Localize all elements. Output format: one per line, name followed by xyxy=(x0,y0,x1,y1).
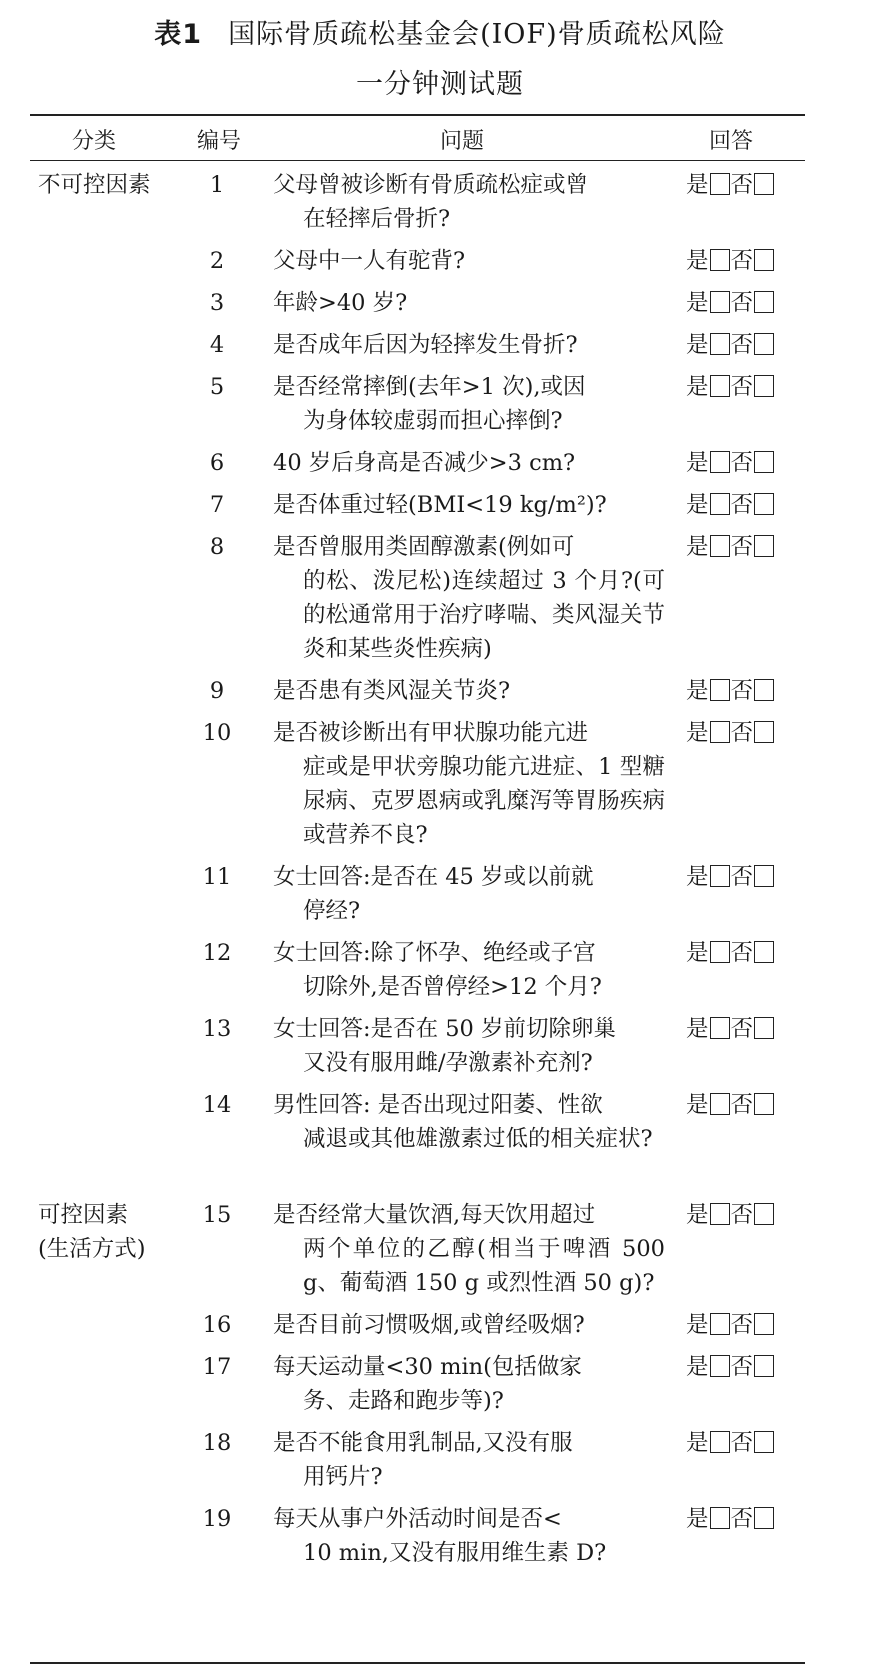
yes-checkbox[interactable] xyxy=(710,291,730,313)
answer-options xyxy=(686,1426,775,1460)
table-header xyxy=(0,120,880,160)
answer-options xyxy=(686,244,775,278)
no-checkbox[interactable] xyxy=(754,941,774,963)
row-number: 16 xyxy=(202,1312,232,1338)
yes-checkbox[interactable] xyxy=(710,679,730,701)
row-question xyxy=(273,860,665,928)
yes-checkbox[interactable] xyxy=(710,1203,730,1225)
row-number: 18 xyxy=(202,1430,232,1456)
table-row xyxy=(0,1342,880,1418)
no-label: 否 xyxy=(730,1312,754,1338)
no-label: 否 xyxy=(730,864,754,890)
no-label: 否 xyxy=(730,450,754,476)
row-number: 3 xyxy=(209,290,225,316)
yes-label: 是 xyxy=(686,1506,709,1532)
question-text: 女士回答:除了怀孕、绝经或子宫 xyxy=(273,940,596,966)
yes-checkbox[interactable] xyxy=(710,451,730,473)
table-row xyxy=(0,666,880,708)
no-checkbox[interactable] xyxy=(754,1203,774,1225)
yes-label: 是 xyxy=(686,1202,709,1228)
answer-options xyxy=(686,1012,775,1046)
yes-label: 是 xyxy=(686,1312,709,1338)
question-continuation: 为身体较虚弱而担心摔倒? xyxy=(303,408,563,434)
question-text: 是否经常摔倒(去年>1 次),或因 xyxy=(273,374,586,400)
question-text: 是否成年后因为轻摔发生骨折? xyxy=(273,332,578,358)
table-row xyxy=(0,708,880,852)
answer-options xyxy=(686,1198,775,1232)
no-label: 否 xyxy=(730,720,754,746)
question-text: 40 岁后身高是否减少>3 cm? xyxy=(273,450,576,476)
answer-options xyxy=(686,446,775,480)
row-category: 可控因素 (生活方式) xyxy=(38,1202,146,1262)
yes-checkbox[interactable] xyxy=(710,941,730,963)
row-question xyxy=(273,286,665,320)
no-checkbox[interactable] xyxy=(754,535,774,557)
question-text: 父母中一人有驼背? xyxy=(273,248,466,274)
question-text: 每天从事户外活动时间是否< xyxy=(273,1506,562,1532)
table-row xyxy=(0,438,880,480)
row-question xyxy=(273,1308,665,1342)
question-continuation: 停经? xyxy=(303,898,361,924)
row-number: 9 xyxy=(209,678,225,704)
yes-label: 是 xyxy=(686,1430,709,1456)
header-answer: 回答 xyxy=(709,129,754,154)
question-continuation: 用钙片? xyxy=(303,1464,383,1490)
table-row xyxy=(0,236,880,278)
question-continuation: 两个单位的乙醇(相当于啤酒 500 g、葡萄酒 150 g 或烈性酒 50 g)? xyxy=(303,1236,665,1296)
question-text: 女士回答:是否在 50 岁前切除卵巢 xyxy=(273,1016,617,1042)
bottom-rule xyxy=(30,1662,805,1664)
question-continuation: 又没有服用雌/孕激素补充剂? xyxy=(303,1050,593,1076)
row-number: 13 xyxy=(202,1016,232,1042)
question-continuation: 务、走路和跑步等)? xyxy=(303,1388,504,1414)
row-number: 6 xyxy=(209,450,225,476)
no-label: 否 xyxy=(730,1016,754,1042)
answer-options xyxy=(686,674,775,708)
yes-checkbox[interactable] xyxy=(710,173,730,195)
table-row xyxy=(0,928,880,1004)
yes-checkbox[interactable] xyxy=(710,865,730,887)
no-checkbox[interactable] xyxy=(754,1431,774,1453)
no-label: 否 xyxy=(730,1430,754,1456)
yes-checkbox[interactable] xyxy=(710,1093,730,1115)
table-row xyxy=(0,852,880,928)
table-row xyxy=(0,1300,880,1342)
no-checkbox[interactable] xyxy=(754,865,774,887)
yes-checkbox[interactable] xyxy=(710,1313,730,1335)
row-question xyxy=(273,1502,665,1570)
table-row xyxy=(0,1494,880,1568)
yes-label: 是 xyxy=(686,374,709,400)
yes-checkbox[interactable] xyxy=(710,1431,730,1453)
question-text: 是否不能食用乳制品,又没有服 xyxy=(273,1430,573,1456)
answer-options xyxy=(686,1350,775,1384)
yes-checkbox[interactable] xyxy=(710,1507,730,1529)
table-label: 表1 xyxy=(154,19,203,50)
no-label: 否 xyxy=(730,290,754,316)
table-title-line1: 国际骨质疏松基金会(IOF)骨质疏松风险 xyxy=(228,19,726,50)
no-label: 否 xyxy=(730,1202,754,1228)
table-row xyxy=(0,278,880,320)
yes-label: 是 xyxy=(686,678,709,704)
no-label: 否 xyxy=(730,1506,754,1532)
answer-options xyxy=(686,716,775,750)
table-row xyxy=(0,362,880,438)
row-question xyxy=(273,674,665,708)
no-label: 否 xyxy=(730,172,754,198)
yes-label: 是 xyxy=(686,864,709,890)
yes-checkbox[interactable] xyxy=(710,1017,730,1039)
answer-options xyxy=(686,530,775,564)
row-number: 4 xyxy=(209,332,225,358)
row-question xyxy=(273,1426,665,1494)
no-checkbox[interactable] xyxy=(754,173,774,195)
question-continuation: 减退或其他雄激素过低的相关症状? xyxy=(303,1126,653,1152)
header-question: 问题 xyxy=(440,129,485,154)
row-question xyxy=(273,168,665,236)
row-question xyxy=(273,328,665,362)
answer-options xyxy=(686,1308,775,1342)
yes-checkbox[interactable] xyxy=(710,249,730,271)
row-question xyxy=(273,1088,665,1156)
no-checkbox[interactable] xyxy=(754,721,774,743)
table-title-line2: 一分钟测试题 xyxy=(356,69,524,100)
answer-options xyxy=(686,860,775,894)
no-label: 否 xyxy=(730,534,754,560)
question-continuation: 10 min,又没有服用维生素 D? xyxy=(303,1540,607,1566)
header-number: 编号 xyxy=(197,129,242,154)
no-label: 否 xyxy=(730,374,754,400)
no-label: 否 xyxy=(730,1354,754,1380)
yes-checkbox[interactable] xyxy=(710,375,730,397)
no-checkbox[interactable] xyxy=(754,291,774,313)
yes-label: 是 xyxy=(686,248,709,274)
yes-label: 是 xyxy=(686,172,709,198)
table-body xyxy=(0,160,880,1568)
yes-checkbox[interactable] xyxy=(710,721,730,743)
question-continuation: 切除外,是否曾停经>12 个月? xyxy=(303,974,602,1000)
yes-label: 是 xyxy=(686,332,709,358)
question-text: 男性回答: 是否出现过阳萎、性欲 xyxy=(273,1092,603,1118)
no-label: 否 xyxy=(730,940,754,966)
answer-options xyxy=(686,370,775,404)
question-continuation: 症或是甲状旁腺功能亢进症、1 型糖尿病、克罗恩病或乳糜泻等胃肠疾病或营养不良? xyxy=(303,754,665,848)
yes-checkbox[interactable] xyxy=(710,493,730,515)
row-number: 15 xyxy=(202,1202,232,1228)
answer-options xyxy=(686,168,775,202)
row-category: 不可控因素 xyxy=(38,172,151,198)
answer-options xyxy=(686,488,775,522)
row-number: 2 xyxy=(209,248,225,274)
no-checkbox[interactable] xyxy=(754,1355,774,1377)
question-text: 是否被诊断出有甲状腺功能亢进 xyxy=(273,720,589,746)
table-row xyxy=(0,1190,880,1300)
question-text: 父母曾被诊断有骨质疏松症或曾 xyxy=(273,172,589,198)
row-question xyxy=(273,370,665,438)
yes-label: 是 xyxy=(686,1354,709,1380)
row-number: 12 xyxy=(202,940,232,966)
question-text: 是否曾服用类固醇激素(例如可 xyxy=(273,534,575,560)
table-row xyxy=(0,1418,880,1494)
yes-checkbox[interactable] xyxy=(710,333,730,355)
yes-label: 是 xyxy=(686,534,709,560)
row-question xyxy=(273,716,665,852)
yes-label: 是 xyxy=(686,940,709,966)
yes-label: 是 xyxy=(686,450,709,476)
row-question xyxy=(273,936,665,1004)
no-label: 否 xyxy=(730,332,754,358)
question-text: 是否目前习惯吸烟,或曾经吸烟? xyxy=(273,1312,585,1338)
no-checkbox[interactable] xyxy=(754,451,774,473)
no-checkbox[interactable] xyxy=(754,1017,774,1039)
row-number: 8 xyxy=(209,534,225,560)
top-rule xyxy=(30,114,805,116)
no-label: 否 xyxy=(730,492,754,518)
yes-label: 是 xyxy=(686,1092,709,1118)
row-question xyxy=(273,1350,665,1418)
no-checkbox[interactable] xyxy=(754,679,774,701)
no-checkbox[interactable] xyxy=(754,375,774,397)
no-checkbox[interactable] xyxy=(754,1313,774,1335)
table-row xyxy=(0,1080,880,1190)
row-number: 19 xyxy=(202,1506,232,1532)
no-label: 否 xyxy=(730,678,754,704)
table-row xyxy=(0,1004,880,1080)
yes-label: 是 xyxy=(686,492,709,518)
row-question xyxy=(273,244,665,278)
question-text: 是否经常大量饮酒,每天饮用超过 xyxy=(273,1202,596,1228)
question-continuation: 的松、泼尼松)连续超过 3 个月?(可的松通常用于治疗哮喘、类风湿关节炎和某些炎性疾病) xyxy=(303,568,665,662)
row-question xyxy=(273,488,665,522)
answer-options xyxy=(686,1502,775,1536)
row-question xyxy=(273,530,665,666)
yes-checkbox[interactable] xyxy=(710,1355,730,1377)
question-text: 女士回答:是否在 45 岁或以前就 xyxy=(273,864,594,890)
row-number: 17 xyxy=(202,1354,232,1380)
yes-checkbox[interactable] xyxy=(710,535,730,557)
yes-label: 是 xyxy=(686,1016,709,1042)
row-question xyxy=(273,446,665,480)
no-checkbox[interactable] xyxy=(754,333,774,355)
row-number: 10 xyxy=(202,720,232,746)
table-row xyxy=(0,522,880,666)
no-label: 否 xyxy=(730,1092,754,1118)
row-number: 11 xyxy=(202,864,232,890)
answer-options xyxy=(686,1088,775,1122)
question-text: 是否患有类风湿关节炎? xyxy=(273,678,511,704)
no-checkbox[interactable] xyxy=(754,1093,774,1115)
row-question xyxy=(273,1012,665,1080)
no-checkbox[interactable] xyxy=(754,1507,774,1529)
question-text: 每天运动量<30 min(包括做家 xyxy=(273,1354,582,1380)
table-title xyxy=(0,12,880,51)
no-checkbox[interactable] xyxy=(754,493,774,515)
question-continuation: 在轻摔后骨折? xyxy=(303,206,451,232)
row-number: 7 xyxy=(209,492,225,518)
table-row xyxy=(0,320,880,362)
table-row xyxy=(0,160,880,236)
no-label: 否 xyxy=(730,248,754,274)
header-category: 分类 xyxy=(72,129,117,154)
answer-options xyxy=(686,286,775,320)
answer-options xyxy=(686,328,775,362)
row-number: 1 xyxy=(209,172,225,198)
no-checkbox[interactable] xyxy=(754,249,774,271)
question-text: 是否体重过轻(BMI<19 kg/m²)? xyxy=(273,492,607,518)
question-text: 年龄>40 岁? xyxy=(273,290,408,316)
yes-label: 是 xyxy=(686,290,709,316)
answer-options xyxy=(686,936,775,970)
row-number: 5 xyxy=(209,374,225,400)
row-number: 14 xyxy=(202,1092,232,1118)
yes-label: 是 xyxy=(686,720,709,746)
table-row xyxy=(0,480,880,522)
row-question xyxy=(273,1198,665,1300)
